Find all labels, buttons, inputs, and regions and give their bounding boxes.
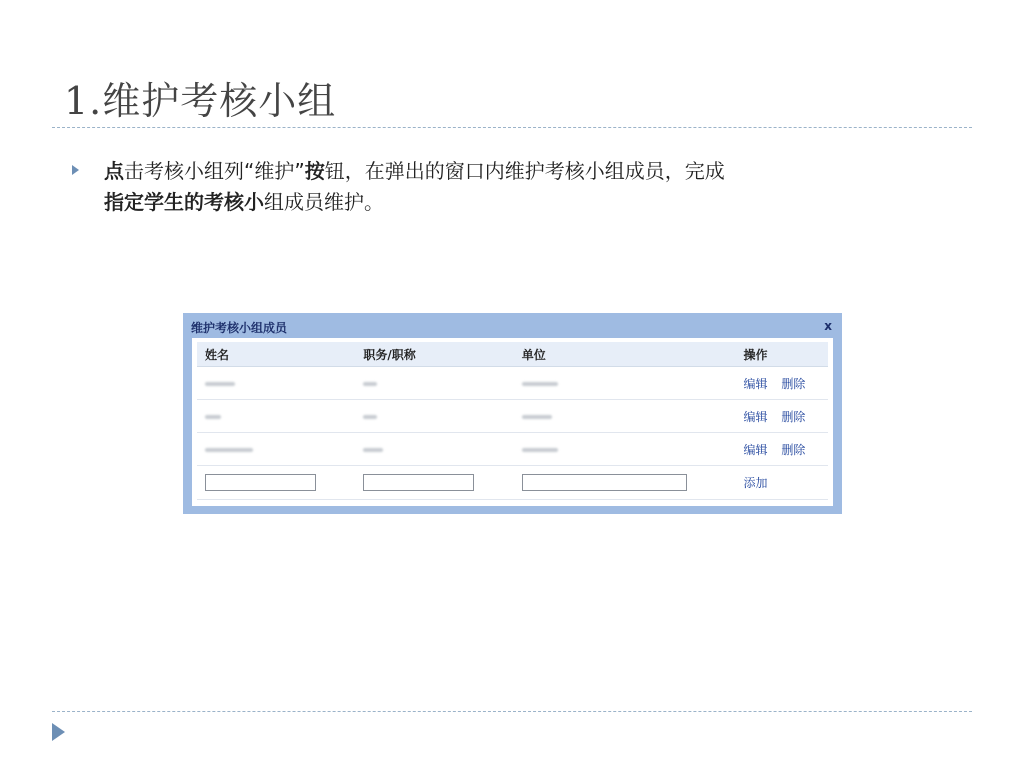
add-link[interactable]: 添加 <box>743 476 768 490</box>
table-row <box>197 400 828 433</box>
members-table <box>197 342 828 500</box>
bullet-part: 指定学生的考核小 <box>104 190 264 214</box>
cell-unit-input <box>514 466 736 500</box>
next-arrow-icon <box>52 723 65 741</box>
blurred-text <box>363 415 377 419</box>
table-row <box>197 367 828 400</box>
name-input[interactable] <box>205 474 316 491</box>
cell-name-input <box>197 466 355 500</box>
cell-title <box>355 400 513 433</box>
bullet-part: 击考核小组列“维护” <box>124 159 305 183</box>
cell-actions <box>736 367 829 400</box>
cell-name <box>197 367 355 400</box>
bullet-text <box>104 156 902 218</box>
cell-actions <box>736 400 829 433</box>
blurred-text <box>205 382 235 386</box>
slide-title: 1.维护考核小组 <box>64 79 337 123</box>
cell-title <box>355 433 513 466</box>
blurred-text <box>205 448 253 452</box>
close-icon[interactable]: x <box>824 319 832 333</box>
blurred-text <box>363 448 383 452</box>
dialog-body <box>192 338 833 506</box>
cell-actions <box>736 433 829 466</box>
column-header-name: 姓名 <box>197 342 355 367</box>
bullet-paragraph <box>72 156 902 218</box>
add-member-row <box>197 466 828 500</box>
footer-divider <box>52 711 972 712</box>
cell-unit <box>514 400 736 433</box>
edit-link[interactable]: 编辑 <box>743 409 768 424</box>
column-header-title: 职务/职称 <box>355 342 513 367</box>
delete-link[interactable]: 删除 <box>781 442 806 457</box>
bullet-part: 按 <box>304 159 325 183</box>
bullet-part: 点 <box>104 159 124 183</box>
triangle-bullet-icon <box>72 165 79 175</box>
cell-unit <box>514 433 736 466</box>
title-divider <box>52 127 972 128</box>
cell-title <box>355 367 513 400</box>
delete-link[interactable]: 删除 <box>781 409 806 424</box>
delete-link[interactable]: 删除 <box>781 376 806 391</box>
title-input[interactable] <box>363 474 474 491</box>
column-header-unit: 单位 <box>514 342 736 367</box>
cell-add <box>736 466 829 500</box>
unit-input[interactable] <box>522 474 687 491</box>
cell-unit <box>514 367 736 400</box>
edit-link[interactable]: 编辑 <box>743 376 768 391</box>
member-dialog <box>183 313 842 514</box>
cell-name <box>197 400 355 433</box>
bullet-part: 钮，在弹出的窗口内维护考核小组成员，完成 <box>324 159 725 183</box>
table-row <box>197 433 828 466</box>
blurred-text <box>522 448 558 452</box>
blurred-text <box>522 415 552 419</box>
cell-name <box>197 433 355 466</box>
blurred-text <box>363 382 377 386</box>
bullet-part: 组成员维护。 <box>264 190 384 214</box>
dialog-title: 维护考核小组成员 <box>191 321 288 335</box>
blurred-text <box>522 382 558 386</box>
cell-title-input <box>355 466 513 500</box>
column-header-actions: 操作 <box>736 342 829 367</box>
blurred-text <box>205 415 221 419</box>
edit-link[interactable]: 编辑 <box>743 442 768 457</box>
table-header <box>197 342 828 367</box>
